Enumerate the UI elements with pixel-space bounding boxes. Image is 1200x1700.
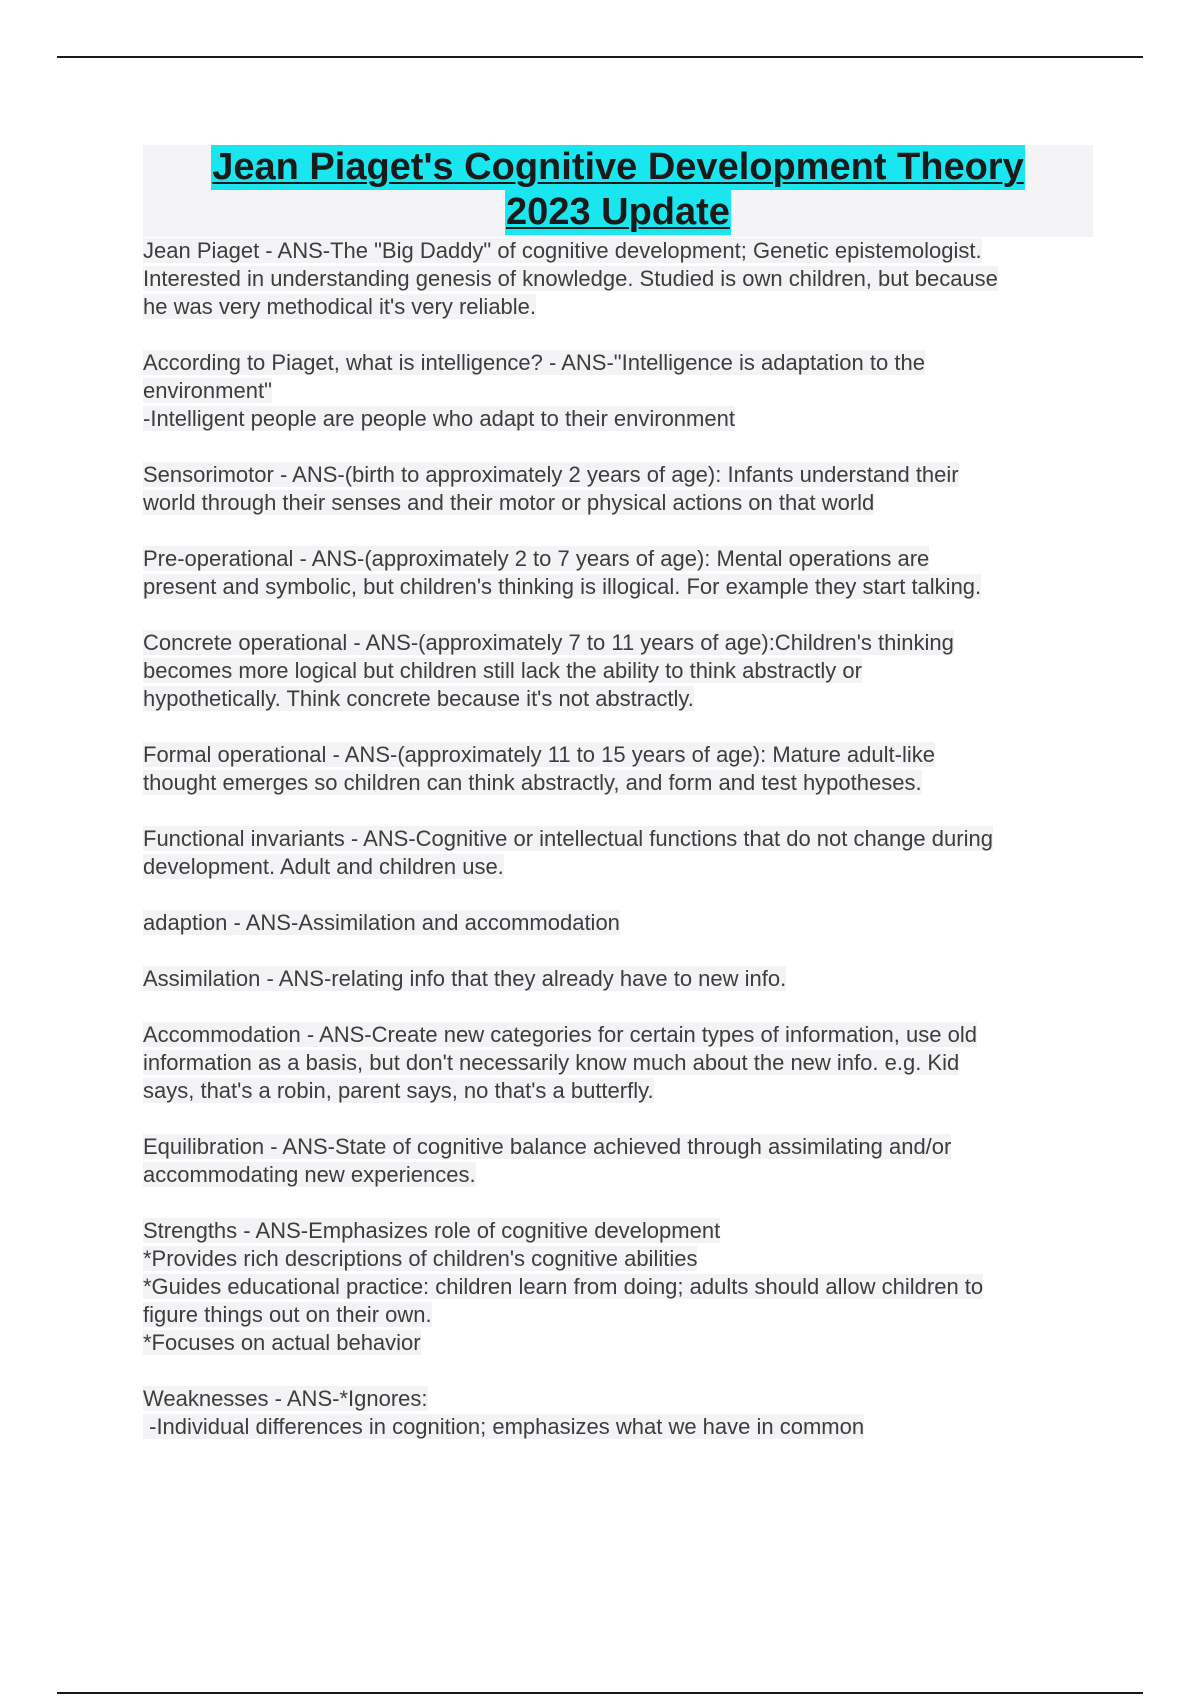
entry-line [143,1245,1093,1273]
entry-line [143,909,1093,937]
qa-entry [143,965,1093,993]
entry-line [143,349,1093,377]
qa-entry [143,1217,1093,1357]
document-body [143,145,1093,1469]
entry-line [143,1077,1093,1105]
entry-line-text: Functional invariants - ANS-Cognitive or intellectual functions that do not change during [143,826,993,851]
entry-line [143,489,1093,517]
title-line-2: 2023 Update [506,191,730,233]
entry-line-text: Formal operational - ANS-(approximately 11 to 15 years of age): Mature adult-like [143,742,935,767]
entry-line [143,741,1093,769]
qa-entry [143,1021,1093,1105]
entry-line [143,1021,1093,1049]
entry-line-text: According to Piaget, what is intelligence? - ANS-"Intelligence is adaptation to the [143,350,925,375]
entry-line-text: -Individual differences in cognition; emphasizes what we have in common [143,1414,865,1439]
entry-line-text: Equilibration - ANS-State of cognitive balance achieved through assimilating and/or [143,1134,952,1159]
entry-line [143,237,1093,265]
qa-entry [143,545,1093,601]
entry-line [143,1133,1093,1161]
qa-entry [143,825,1093,881]
entry-line [143,825,1093,853]
entry-line-text: figure things out on their own. [143,1302,432,1327]
qa-entries [143,237,1093,1441]
entry-line-text: Sensorimotor - ANS-(birth to approximately 2 years of age): Infants understand their [143,462,959,487]
entry-line-text: information as a basis, but don't necessarily know much about the new info. e.g. Kid [143,1050,960,1075]
entry-line-text: Pre-operational - ANS-(approximately 2 to 7 years of age): Mental operations are [143,546,930,571]
entry-line-text: Interested in understanding genesis of knowledge. Studied is own children, but because [143,266,998,291]
entry-line [143,1385,1093,1413]
entry-line [143,405,1093,433]
entry-line [143,685,1093,713]
entry-line-text: accommodating new experiences. [143,1162,476,1187]
top-rule [57,56,1143,58]
entry-line-text: becomes more logical but children still lack the ability to think abstractly or [143,658,862,683]
qa-entry [143,349,1093,433]
qa-entry [143,629,1093,713]
entry-line-text: present and symbolic, but children's thinking is illogical. For example they start talking. [143,574,982,599]
qa-entry [143,461,1093,517]
entry-line [143,853,1093,881]
entry-line-text: Accommodation - ANS-Create new categories for certain types of information, use old [143,1022,977,1047]
entry-line-text: -Intelligent people are people who adapt to their environment [143,406,735,431]
entry-line [143,1301,1093,1329]
entry-line-text: development. Adult and children use. [143,854,504,879]
entry-line [143,769,1093,797]
entry-line-text: environment" [143,378,272,403]
entry-line [143,629,1093,657]
qa-entry [143,741,1093,797]
document-title [143,145,1093,237]
entry-line [143,1273,1093,1301]
entry-line-text: Strengths - ANS-Emphasizes role of cognitive development [143,1218,721,1243]
title-line-1: Jean Piaget's Cognitive Development Theory [212,146,1024,188]
entry-line [143,265,1093,293]
entry-line-text: hypothetically. Think concrete because it's not abstractly. [143,686,694,711]
qa-entry [143,909,1093,937]
entry-line [143,1413,1093,1441]
entry-line [143,573,1093,601]
entry-line-text: Jean Piaget - ANS-The "Big Daddy" of cognitive development; Genetic epistemologist. [143,238,982,263]
entry-line [143,293,1093,321]
qa-entry [143,237,1093,321]
entry-line [143,377,1093,405]
entry-line [143,1049,1093,1077]
entry-line-text: Weaknesses - ANS-*Ignores: [143,1386,428,1411]
entry-line-text: world through their senses and their motor or physical actions on that world [143,490,875,515]
qa-entry [143,1133,1093,1189]
entry-line-text: *Guides educational practice: children learn from doing; adults should allow children to [143,1274,984,1299]
entry-line-text: *Focuses on actual behavior [143,1330,421,1355]
qa-entry [143,1385,1093,1441]
bottom-rule [57,1692,1143,1694]
entry-line-text: he was very methodical it's very reliable. [143,294,537,319]
entry-line [143,1161,1093,1189]
entry-line [143,1329,1093,1357]
entry-line-text: thought emerges so children can think abstractly, and form and test hypotheses. [143,770,922,795]
entry-line-text: *Provides rich descriptions of children's cognitive abilities [143,1246,698,1271]
entry-line [143,965,1093,993]
entry-line [143,1217,1093,1245]
entry-line-text: says, that's a robin, parent says, no that's a butterfly. [143,1078,654,1103]
entry-line-text: Assimilation - ANS-relating info that they already have to new info. [143,966,787,991]
entry-line-text: Concrete operational - ANS-(approximately 7 to 11 years of age):Children's thinking [143,630,954,655]
entry-line [143,461,1093,489]
entry-line [143,657,1093,685]
entry-line [143,545,1093,573]
entry-line-text: adaption - ANS-Assimilation and accommodation [143,910,620,935]
